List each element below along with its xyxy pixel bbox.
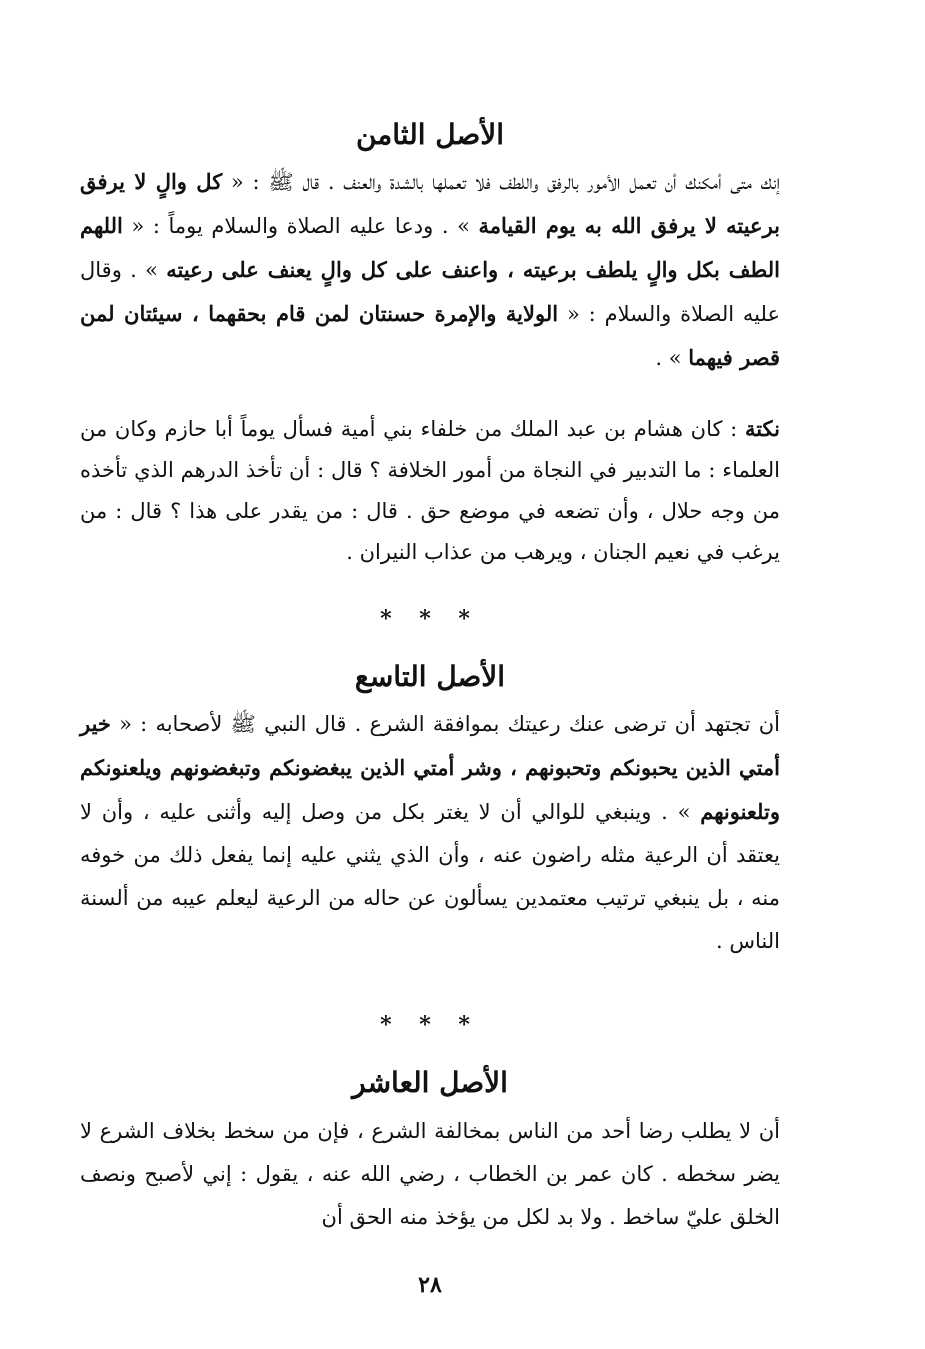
section-heading-tenth: الأصل العاشر xyxy=(352,1066,508,1099)
text-run: أن لا يطلب رضا أحد من الناس بمخالفة الشرع ، فإن من سخط بخلاف الشرع لا يضر سخطه . كان عمر بن الخطاب ، رضي الله عنه ، يقول : إني لأصبح ونصف الخلق عليّ ساخط . ولا بد لكل من يؤخذ منه الحق أن xyxy=(80,1119,780,1229)
paragraph-ninth-principle xyxy=(80,702,780,963)
section-heading-ninth: الأصل التاسع xyxy=(354,660,506,693)
paragraph-anecdote xyxy=(80,408,780,573)
bold-text-run: خير أمتي الذين يحبونكم وتحبونهم ، وشر أمتي الذين يبغضونكم وتبغضونهم ويلعنونكم وتلعنونهم xyxy=(80,711,780,824)
text-run: : كان هشام بن عبد الملك من خلفاء بني أمية فسأل يوماً أبا حازم وكان من العلماء : ما التدبير في النجاة من أمور الخلافة ؟ قال : أن تأخذ الدرهم الذي تأخذه من وجه حلال ، وأن تضعه في موضع حق . قال : من يقدر على هذا ؟ قال : من يرغب في نعيم الجنان ، ويرهب من عذاب النيران . xyxy=(80,417,780,564)
paragraph-tenth-principle xyxy=(80,1110,780,1239)
page-number: ٢٨ xyxy=(418,1272,442,1298)
text-run: » . ودعا عليه الصلاة والسلام يوماً : « xyxy=(122,214,479,238)
section-separator: * * * xyxy=(380,606,480,632)
text-run: » . xyxy=(655,346,689,370)
text-run: » . وينبغي للوالي أن لا يغتر بكل من وصل إليه وأثنى عليه ، وأن لا يعتقد أن الرعية مثله راضون عنه ، وأن الذي يثني عليه إنما يفعل ذلك من خوفه منه ، بل ينبغي ترتيب معتمدين يسألون عن حاله من الرعية ليعلم عيبه من ألسنة الناس . xyxy=(80,800,780,953)
section-separator: * * * xyxy=(380,1012,480,1038)
bold-text-run: كل والٍ لا يرفق برعيته لا يرفق الله به يوم القيامة xyxy=(80,169,781,238)
text-run: إنك متى أمكنك أن تعمل الأمور بالرفق واللطف فلا تعملها بالشدة والعنف . قال ﷺ : « xyxy=(222,170,780,194)
section-heading-eighth: الأصل الثامن xyxy=(355,118,505,151)
bold-text-run: نكتة xyxy=(744,416,780,441)
paragraph-eighth-principle xyxy=(80,160,780,380)
bold-text-run: الولاية والإمرة حسنتان لمن قام بحقهما ، سيئتان لمن قصر فيهما xyxy=(80,301,780,370)
text-run: » . وقال عليه الصلاة والسلام : « xyxy=(80,258,780,326)
bold-text-run: اللهم الطف بكل والٍ يلطف برعيته ، واعنف على كل والٍ يعنف على رعيته xyxy=(80,213,780,282)
text-run: أن تجتهد أن ترضى عنك رعيتك بموافقة الشرع . قال النبي ﷺ لأصحابه : « xyxy=(110,712,780,736)
